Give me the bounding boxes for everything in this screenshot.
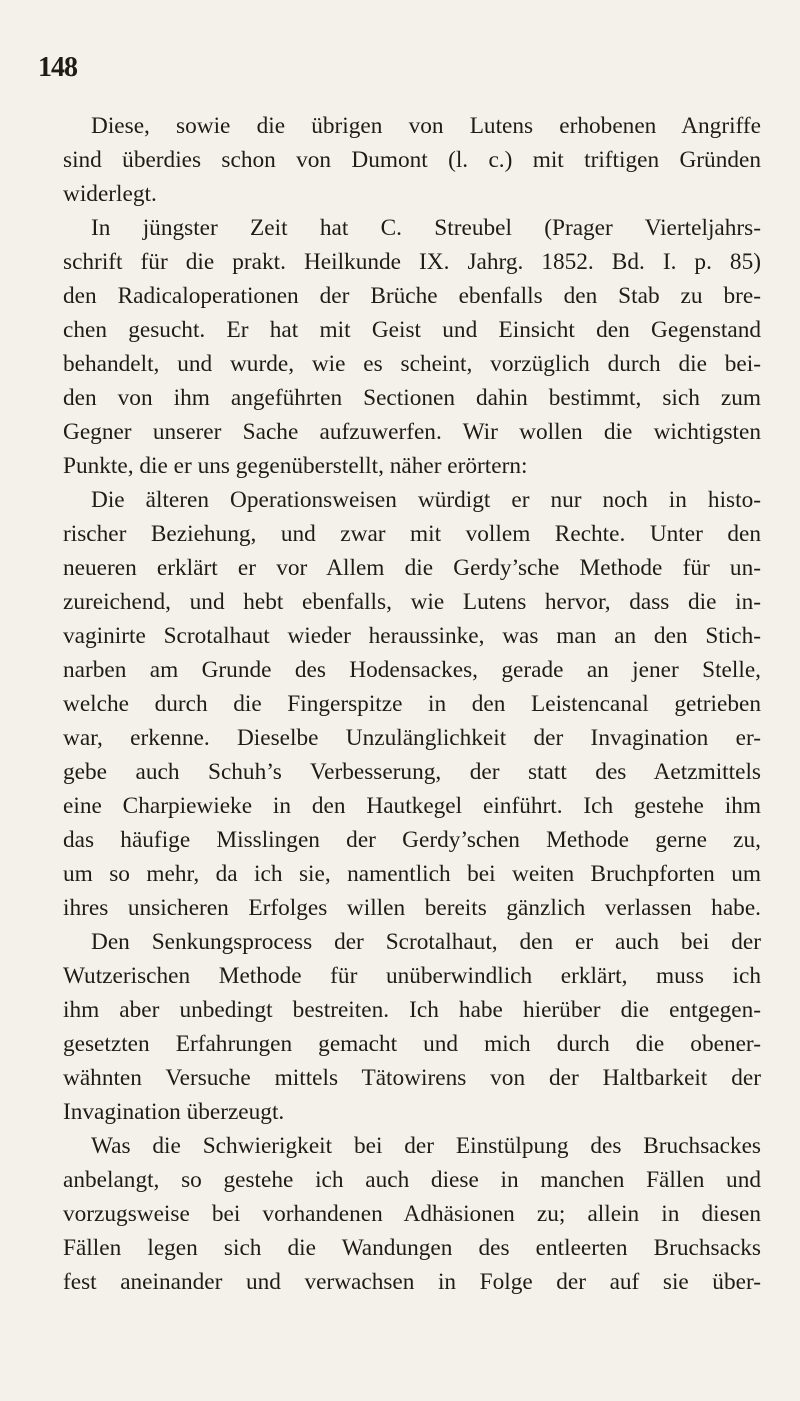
text-line: Invagination überzeugt. bbox=[63, 1099, 285, 1125]
text-line: den von ihm angeführten Sectionen dahin bestimmt, sich zum bbox=[63, 385, 761, 411]
text-line: vorzugsweise bei vorhandenen Adhäsionen zu; allein in diesen bbox=[63, 1201, 761, 1227]
text-line: um so mehr, da ich sie, namentlich bei weiten Bruchpforten um bbox=[63, 861, 761, 887]
text-line: gesetzten Erfahrungen gemacht und mich durch die obener- bbox=[63, 1031, 761, 1057]
text-line: schrift für die prakt. Heilkunde IX. Jahrg. 1852. Bd. I. p. 85) bbox=[63, 249, 761, 275]
text-line: neueren erklärt er vor Allem die Gerdy’sche Methode für un- bbox=[63, 555, 761, 581]
text-line: anbelangt, so gestehe ich auch diese in manchen Fällen und bbox=[63, 1167, 761, 1193]
text-line: gebe auch Schuh’s Verbesserung, der statt des Aetzmittels bbox=[63, 759, 761, 785]
text-line: fest aneinander und verwachsen in Folge der auf sie über- bbox=[63, 1269, 761, 1295]
text-line: narben am Grunde des Hodensackes, gerade an jener Stelle, bbox=[63, 657, 761, 683]
text-line: vaginirte Scrotalhaut wieder heraussinke, was man an den Stich- bbox=[63, 623, 761, 649]
text-line: ihm aber unbedingt bestreiten. Ich habe hierüber die entgegen- bbox=[63, 997, 761, 1023]
text-line: widerlegt. bbox=[63, 181, 157, 207]
text-line: welche durch die Fingerspitze in den Leistencanal getrieben bbox=[63, 691, 761, 717]
text-line: Was die Schwierigkeit bei der Einstülpung des Bruchsackes bbox=[91, 1133, 761, 1159]
text-line: chen gesucht. Er hat mit Geist und Einsicht den Gegenstand bbox=[63, 317, 761, 343]
text-line: eine Charpiewieke in den Hautkegel einführt. Ich gestehe ihm bbox=[63, 793, 761, 819]
text-line: das häufige Misslingen der Gerdy’schen Methode gerne zu, bbox=[63, 827, 761, 853]
text-line: ihres unsicheren Erfolges willen bereits gänzlich verlassen habe. bbox=[63, 895, 761, 921]
text-line: zureichend, und hebt ebenfalls, wie Lutens hervor, dass die in- bbox=[63, 589, 761, 615]
text-line: den Radicaloperationen der Brüche ebenfalls den Stab zu bre- bbox=[63, 283, 761, 309]
text-line: Gegner unserer Sache aufzuwerfen. Wir wollen die wichtigsten bbox=[63, 419, 761, 445]
text-line: Den Senkungsprocess der Scrotalhaut, den er auch bei der bbox=[91, 929, 761, 955]
text-line: Diese, sowie die übrigen von Lutens erhobenen Angriffe bbox=[91, 113, 761, 139]
page-number: 148 bbox=[38, 52, 77, 83]
text-line: sind überdies schon von Dumont (l. c.) mit triftigen Gründen bbox=[63, 147, 761, 173]
text-line: In jüngster Zeit hat C. Streubel (Prager Vierteljahrs- bbox=[91, 215, 761, 241]
text-line: wähnten Versuche mittels Tätowirens von der Haltbarkeit der bbox=[63, 1065, 761, 1091]
text-line: Wutzerischen Methode für unüberwindlich erklärt, muss ich bbox=[63, 963, 761, 989]
text-line: behandelt, und wurde, wie es scheint, vorzüglich durch die bei- bbox=[63, 351, 761, 377]
text-line: Fällen legen sich die Wandungen des entleerten Bruchsacks bbox=[63, 1235, 761, 1261]
text-line: Die älteren Operationsweisen würdigt er nur noch in histo- bbox=[91, 487, 761, 513]
text-line: Punkte, die er uns gegenüberstellt, näher erörtern: bbox=[63, 453, 528, 479]
text-line: rischer Beziehung, und zwar mit vollem Rechte. Unter den bbox=[63, 521, 761, 547]
text-line: war, erkenne. Dieselbe Unzulänglichkeit der Invagination er- bbox=[63, 725, 761, 751]
